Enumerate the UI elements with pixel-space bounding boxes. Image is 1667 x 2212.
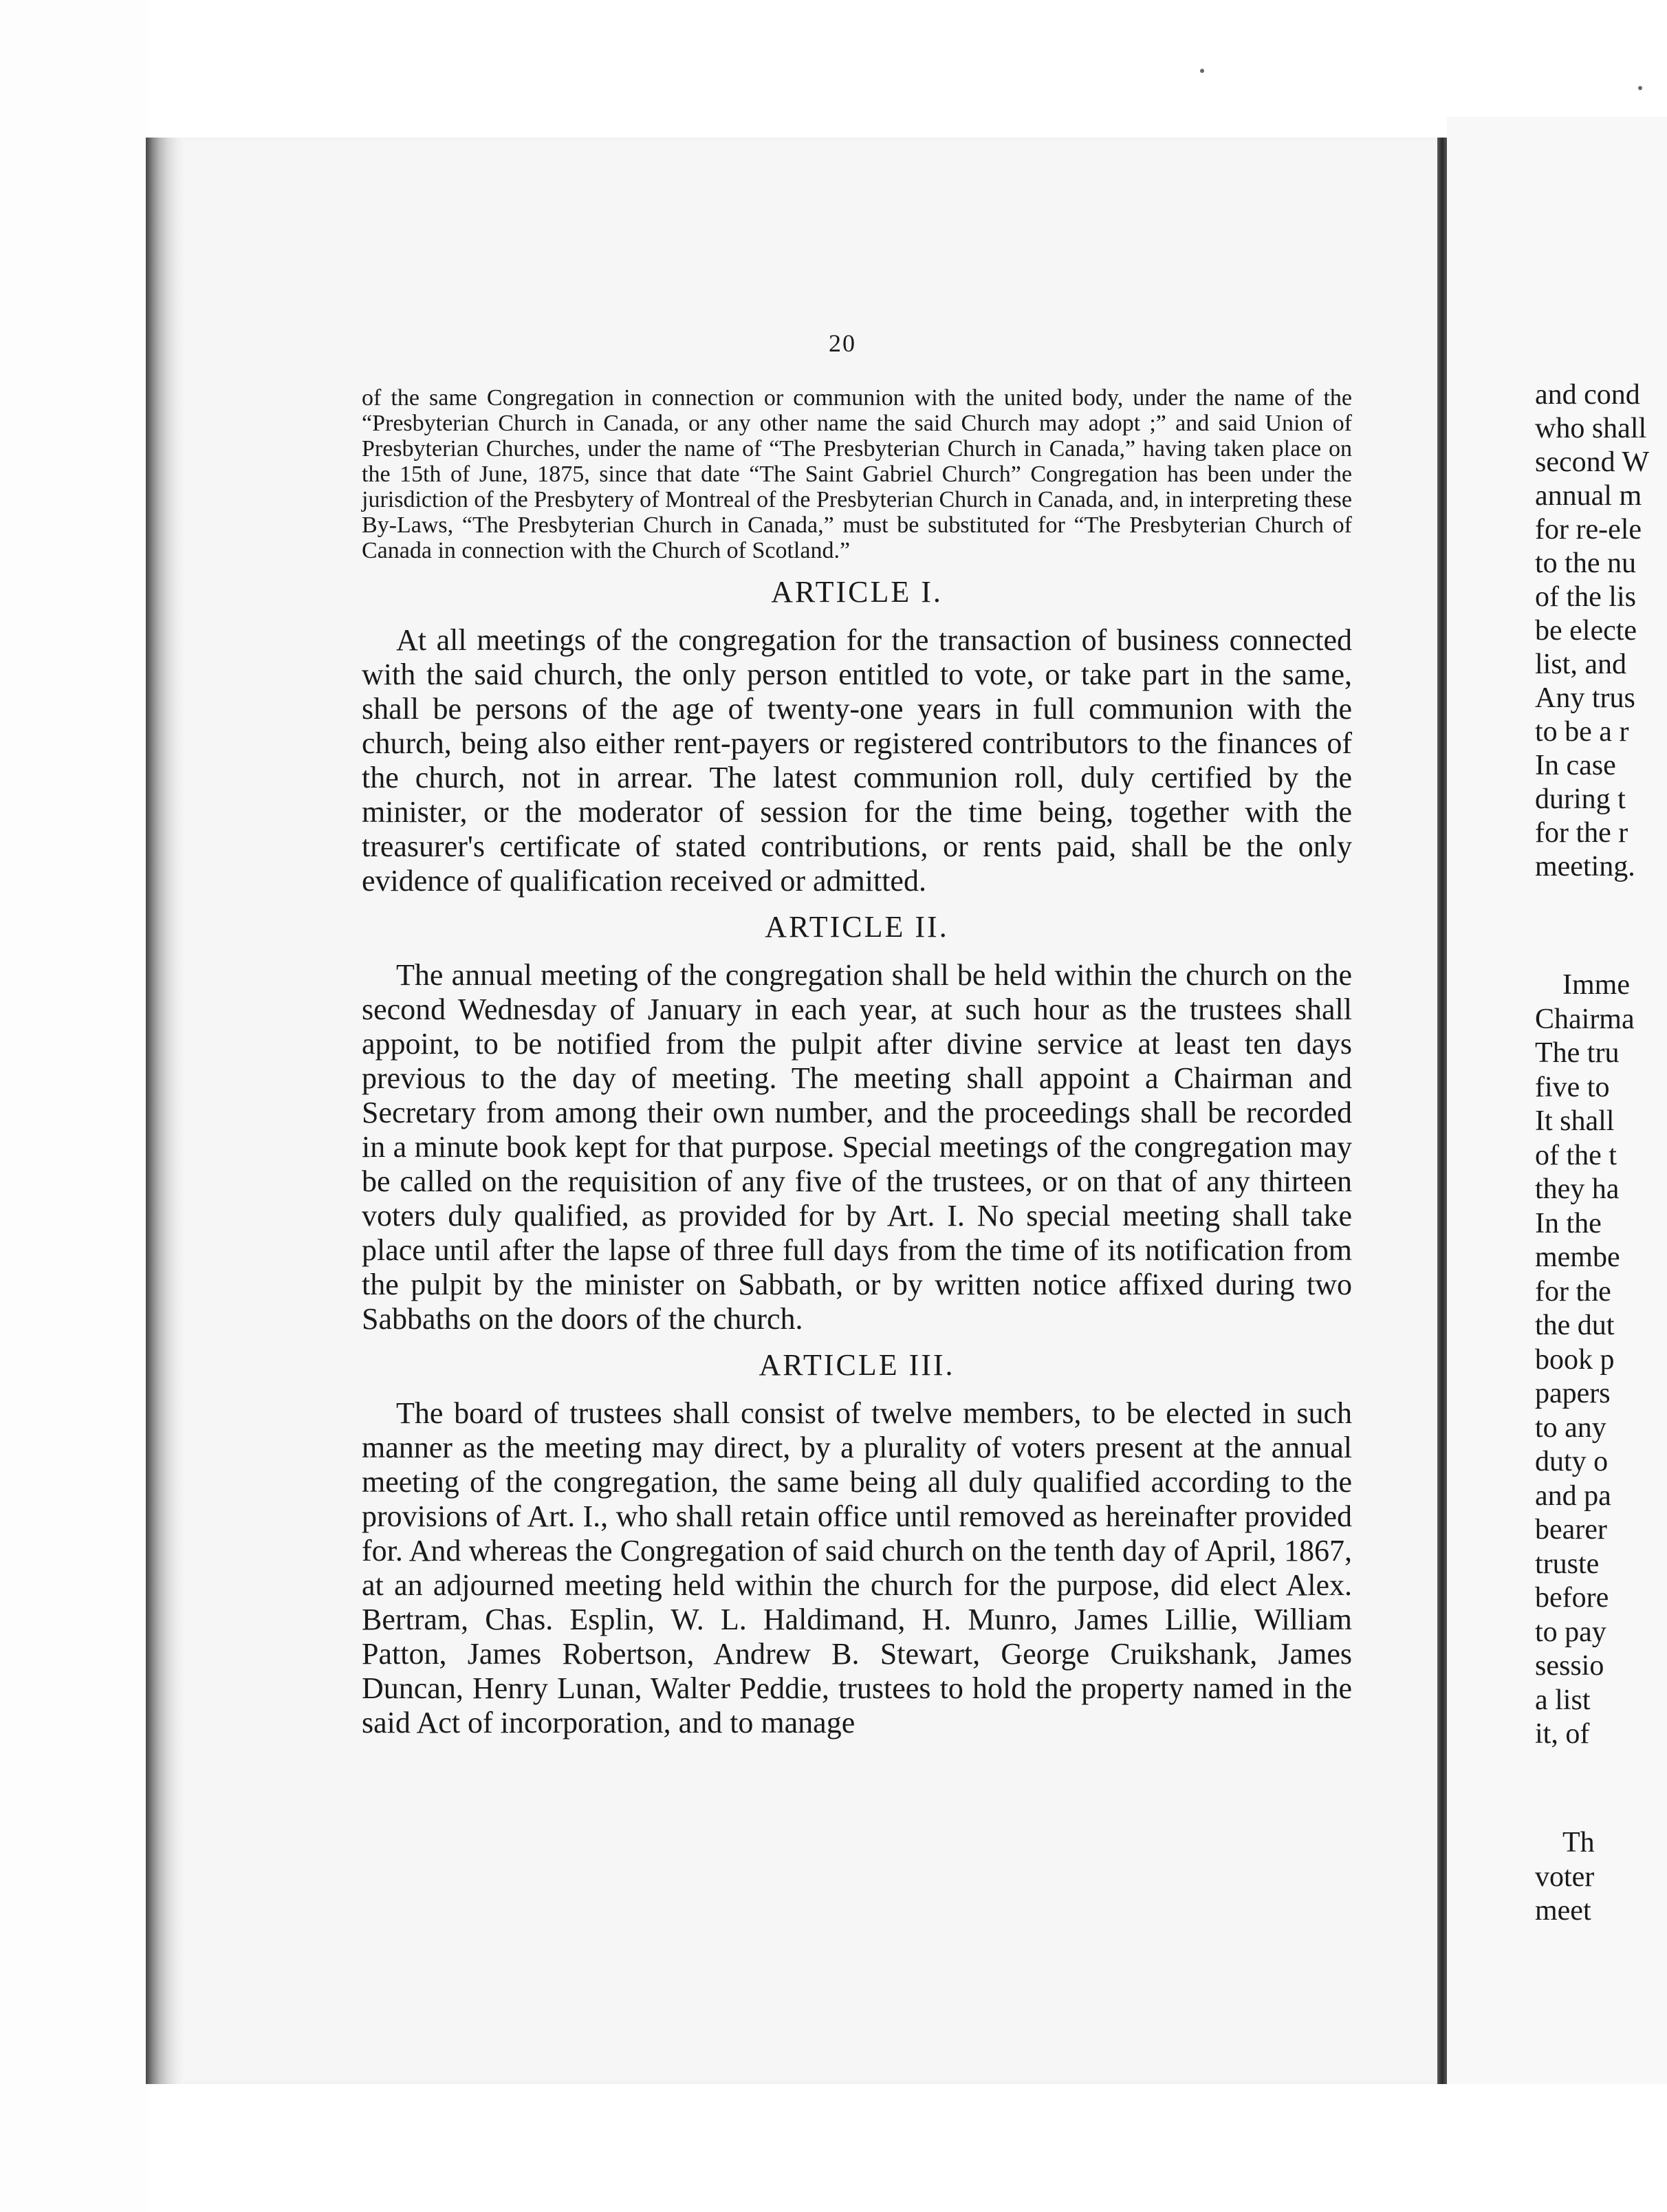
article-body: The annual meeting of the congregation shall be held within the church on the second Wednesday of January in each year, at such hour as the trustees shall appoint, to be notified from the pulpit after divine service at least ten days previous to the day of meeting. The meeting shall appoint a Chairman and Secretary from among their own number, and the proceedings shall be recorded in a minute book kept for that purpose. Special meetings of the congregation may be called on the requisition of any five of the trustees, or on that of any thirteen voters duly qualified, as provided for by Art. I. No special meeting shall take place until after the lapse of three full days from the time of its notification from the pulpit by the minister on Sabbath, or by written notice affixed during two Sabbaths on the doors of the church. xyxy=(362,958,1352,1336)
right-text-line: membe xyxy=(1535,1241,1620,1273)
right-text-line: who shall xyxy=(1535,413,1647,444)
right-text-line: of the lis xyxy=(1535,581,1636,613)
right-text-line: before xyxy=(1535,1582,1609,1614)
right-text-line: papers xyxy=(1535,1378,1611,1409)
right-text-line: book p xyxy=(1535,1343,1615,1376)
right-text-line: and pa xyxy=(1535,1479,1611,1512)
right-text-line: duty o xyxy=(1535,1446,1609,1477)
article-heading: ARTICLE III. xyxy=(759,1348,955,1382)
scan-speck xyxy=(1638,86,1642,90)
right-text-line: second W xyxy=(1535,446,1650,478)
right-text-line: Th xyxy=(1562,1827,1595,1858)
right-text-line: to pay xyxy=(1535,1616,1606,1648)
right-text-line: the dut xyxy=(1535,1310,1615,1341)
scan-margin xyxy=(0,0,148,2212)
intro-paragraph: of the same Congregation in connection or communion with the united body, under the name of the “Presbyterian Church in Canada, or any other name the said Church may adopt ;” and said Union of Presbyterian Churches, under the name of “The Presbyterian Church in Canada,” having taken place on the 15th of June, 1875, since that date “The Saint Gabriel Church” Congregation has been under the jurisdiction of the Presbytery of Montreal of the Presbyterian Church in Canada, and, in interpreting these By-Laws, “The Presbyterian Church in Canada,” must be substituted for “The Presbyterian Church of Canada in connection with the Church of Scotland.” xyxy=(362,385,1352,563)
right-text-line: Any trus xyxy=(1535,682,1635,714)
right-text-line: truste xyxy=(1535,1548,1600,1580)
right-text-line: to the nu xyxy=(1535,547,1636,579)
right-text-line: be electe xyxy=(1535,615,1637,647)
article-body: The board of trustees shall consist of twelve members, to be elected in such manner as the meeting may direct, by a plurality of voters present at the annual meeting of the congregation, the same being all duly qualified according to the provisions of Art. I., who shall retain office until removed as hereinafter provided for. And whereas the Congregation of said church on the tenth day of April, 1867, at an adjourned meeting held within the church for the purpose, did elect Alex. Bertram, Chas. Esplin, W. L. Haldimand, H. Munro, James Lillie, William Patton, James Robertson, Andrew B. Stewart, George Cruikshank, James Duncan, Henry Lunan, Walter Peddie, trustees to hold the property named in the said Act of incorporation, and to manage xyxy=(362,1396,1352,1739)
right-text-line: during t xyxy=(1535,783,1626,815)
right-text-line: In case xyxy=(1535,750,1616,781)
right-text-line: for the xyxy=(1535,1275,1611,1308)
right-text-line: it, of xyxy=(1535,1718,1590,1750)
right-text-line: and cond xyxy=(1535,379,1640,411)
right-text-line: The tru xyxy=(1535,1037,1620,1069)
right-text-line: Imme xyxy=(1562,969,1630,1001)
right-text-line: five to xyxy=(1535,1071,1610,1103)
page-number: 20 xyxy=(829,329,856,357)
right-text-line: Chairma xyxy=(1535,1003,1635,1035)
right-text-line: for re-ele xyxy=(1535,514,1642,545)
scan-speck xyxy=(1200,69,1204,73)
article-body: At all meetings of the congregation for the transaction of business connected with the said church, the only person entitled to vote, or take part in the same, shall be persons of the age of twenty-one years in full communion with the church, being also either rent-payers or registered contributors to the finances of the church, not in arrear. The latest communion roll, duly certified by the minister, or the moderator of session for the time being, together with the treasurer's certificate of stated contributions, or rents paid, shall be the only evidence of qualification received or admitted. xyxy=(362,623,1352,898)
right-text-line: a list xyxy=(1535,1684,1591,1716)
right-text-line: list, and xyxy=(1535,649,1626,680)
right-text-line: of the t xyxy=(1535,1139,1617,1171)
right-page-text-block-1 xyxy=(1535,378,1667,884)
right-text-line: to be a r xyxy=(1535,716,1629,748)
right-text-line: bearer xyxy=(1535,1514,1607,1546)
right-text-line: annual m xyxy=(1535,480,1642,512)
right-text-line: meet xyxy=(1535,1895,1591,1927)
scan-bottom-margin xyxy=(184,2084,1667,2212)
book-gutter xyxy=(1437,138,1447,2084)
right-text-line: sessio xyxy=(1535,1650,1604,1682)
right-text-line: for the r xyxy=(1535,817,1628,849)
article-heading: ARTICLE I. xyxy=(771,575,943,609)
right-page-text-block-2 xyxy=(1535,968,1667,1752)
right-text-line: It shall xyxy=(1535,1105,1615,1137)
left-page-text xyxy=(362,385,1352,1740)
right-text-line: In the xyxy=(1535,1207,1602,1239)
right-text-line: meeting. xyxy=(1535,851,1635,882)
right-text-line: they ha xyxy=(1535,1173,1620,1205)
right-page-text-block-3 xyxy=(1535,1826,1667,1929)
right-text-line: voter xyxy=(1535,1861,1595,1893)
book-spine-edge xyxy=(146,138,186,2084)
right-text-line: to any xyxy=(1535,1411,1606,1444)
article-heading: ARTICLE II. xyxy=(765,910,949,944)
